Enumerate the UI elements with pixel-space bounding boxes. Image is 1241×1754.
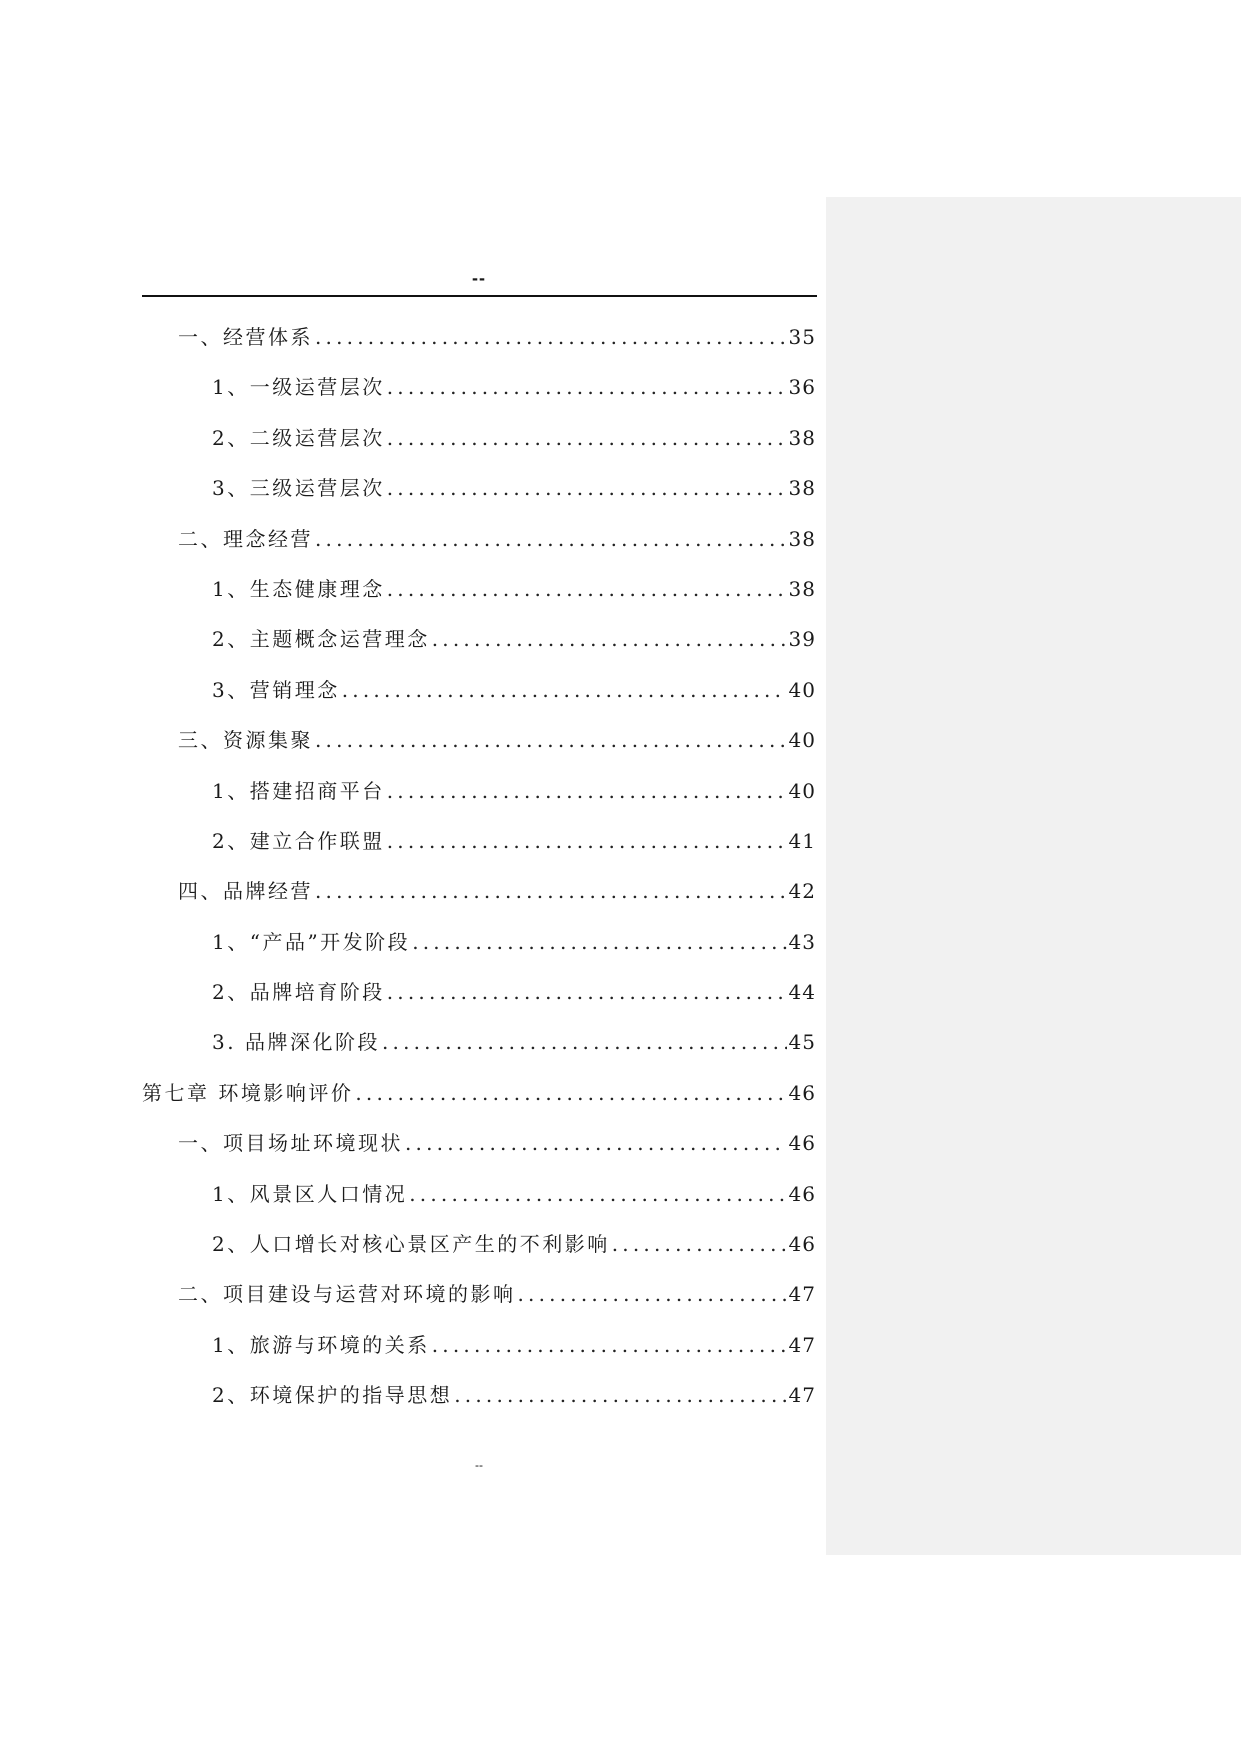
toc-dot-leader (387, 766, 787, 816)
toc-dot-leader (518, 1269, 787, 1319)
toc-entry-page-number: 47 (788, 1332, 816, 1357)
toc-entry-title: 1、风景区人口情况 (212, 1181, 408, 1206)
toc-entry-page-number: 47 (788, 1282, 816, 1307)
toc-entry-page-number: 44 (788, 980, 816, 1005)
toc-entry-page-number: 38 (788, 476, 816, 501)
toc-dot-leader (355, 1068, 786, 1118)
toc-dot-leader (412, 917, 786, 967)
toc-dot-leader (432, 1320, 787, 1370)
toc-entry-page-number: 47 (788, 1383, 816, 1408)
toc-dot-leader (315, 312, 787, 362)
toc-dot-leader (454, 1370, 786, 1420)
toc-entry[interactable] (142, 1269, 816, 1319)
toc-dot-leader (315, 514, 787, 564)
toc-entry-page-number: 42 (788, 879, 816, 904)
toc-entry-title: 1、“产品”开发阶段 (212, 929, 411, 954)
toc-entry[interactable] (142, 766, 816, 816)
table-of-contents (142, 312, 816, 1421)
toc-entry-title: 2、人口增长对核心景区产生的不利影响 (212, 1232, 610, 1257)
toc-entry-title: 第七章 环境影响评价 (142, 1080, 354, 1105)
toc-entry-page-number: 40 (788, 677, 816, 702)
toc-entry-title: 2、品牌培育阶段 (212, 980, 385, 1005)
toc-entry[interactable] (142, 463, 816, 513)
toc-entry[interactable] (142, 564, 816, 614)
comment-margin-pane (826, 197, 1241, 1555)
toc-dot-leader (409, 1169, 786, 1219)
toc-entry[interactable] (142, 362, 816, 412)
toc-entry[interactable] (142, 614, 816, 664)
toc-entry-title: 一、项目场址环境现状 (178, 1131, 403, 1156)
toc-entry[interactable] (142, 816, 816, 866)
toc-entry[interactable] (142, 866, 816, 916)
toc-dot-leader (382, 1017, 787, 1067)
toc-dot-leader (387, 362, 787, 412)
toc-entry[interactable] (142, 312, 816, 362)
page-header-mark: -- (472, 268, 486, 288)
toc-entry-page-number: 43 (788, 929, 816, 954)
toc-entry-title: 2、建立合作联盟 (212, 828, 385, 853)
toc-entry-page-number: 38 (788, 526, 816, 551)
toc-entry-title: 二、理念经营 (178, 526, 313, 551)
toc-entry-title: 一、经营体系 (178, 325, 313, 349)
toc-entry[interactable] (142, 1169, 816, 1219)
toc-dot-leader (387, 463, 787, 513)
toc-entry[interactable] (142, 665, 816, 715)
toc-entry[interactable] (142, 715, 816, 765)
toc-dot-leader (405, 1118, 787, 1168)
toc-entry-page-number: 40 (788, 778, 816, 803)
toc-dot-leader (387, 967, 787, 1017)
toc-entry-page-number: 45 (788, 1030, 816, 1055)
toc-entry-page-number: 41 (788, 828, 816, 853)
toc-dot-leader (342, 665, 787, 715)
toc-entry-page-number: 46 (788, 1131, 816, 1156)
toc-entry-title: 2、主题概念运营理念 (212, 627, 430, 652)
toc-entry-title: 1、一级运营层次 (212, 375, 385, 400)
toc-entry-title: 二、项目建设与运营对环境的影响 (178, 1282, 516, 1307)
toc-entry-title: 三、资源集聚 (178, 728, 313, 753)
toc-entry-title: 3、营销理念 (212, 677, 340, 702)
toc-entry-page-number: 46 (788, 1181, 816, 1206)
toc-entry-page-number: 36 (788, 375, 816, 400)
toc-entry-title: 3. 品牌深化阶段 (212, 1030, 380, 1055)
toc-dot-leader (612, 1219, 787, 1269)
header-rule (142, 295, 817, 297)
toc-entry-title: 2、二级运营层次 (212, 425, 385, 450)
toc-dot-leader (387, 413, 787, 463)
toc-entry-title: 1、旅游与环境的关系 (212, 1332, 430, 1357)
toc-entry[interactable] (142, 1118, 816, 1168)
toc-entry-page-number: 38 (788, 425, 816, 450)
toc-entry-page-number: 40 (788, 728, 816, 753)
toc-entry-title: 1、生态健康理念 (212, 576, 385, 601)
toc-dot-leader (432, 614, 787, 664)
toc-entry-title: 2、环境保护的指导思想 (212, 1383, 453, 1408)
toc-entry[interactable] (142, 1017, 816, 1067)
toc-entry[interactable] (142, 1219, 816, 1269)
page-footer-mark: -- (475, 1458, 483, 1472)
toc-dot-leader (387, 816, 787, 866)
toc-entry-page-number: 35 (788, 325, 816, 349)
toc-entry[interactable] (142, 1068, 816, 1118)
toc-entry[interactable] (142, 967, 816, 1017)
toc-entry-title: 1、搭建招商平台 (212, 778, 385, 803)
toc-entry[interactable] (142, 1370, 816, 1420)
toc-entry-page-number: 46 (788, 1232, 816, 1257)
toc-entry[interactable] (142, 1320, 816, 1370)
toc-entry[interactable] (142, 917, 816, 967)
toc-entry-title: 3、三级运营层次 (212, 476, 385, 501)
toc-dot-leader (315, 715, 787, 765)
toc-entry[interactable] (142, 413, 816, 463)
toc-entry-title: 四、品牌经营 (178, 879, 313, 904)
toc-entry[interactable] (142, 514, 816, 564)
toc-dot-leader (315, 866, 787, 916)
toc-entry-page-number: 38 (788, 576, 816, 601)
toc-entry-page-number: 46 (788, 1080, 816, 1105)
toc-dot-leader (387, 564, 787, 614)
toc-entry-page-number: 39 (788, 627, 816, 652)
